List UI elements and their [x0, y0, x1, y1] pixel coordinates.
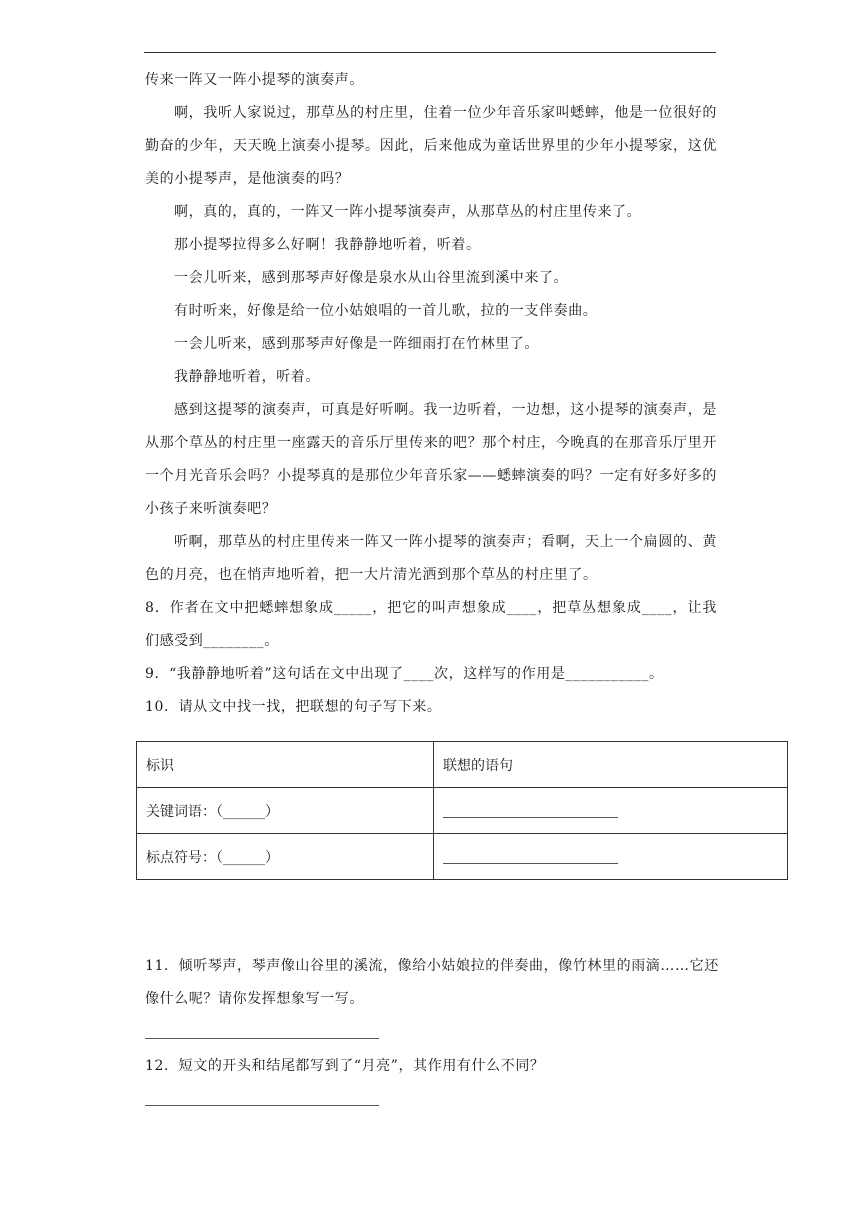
- answer-line[interactable]: [443, 803, 618, 818]
- table-header-row: [137, 742, 788, 788]
- passage-paragraph: 一会儿听来，感到那琴声好像是一阵细雨打在竹林里了。: [174, 336, 539, 352]
- answer-line[interactable]: [443, 849, 618, 864]
- passage-paragraph: 有时听来，好像是给一位小姑娘唱的一首儿歌，拉的一支伴奏曲。: [174, 303, 598, 319]
- table-row-label: 关键词语：（______）: [137, 788, 434, 834]
- passage-paragraph: 一会儿听来，感到那琴声好像是泉水从山谷里流到溪中来了。: [174, 270, 569, 286]
- passage-paragraph: 啊，真的，真的，一阵又一阵小提琴演奏声，从那草丛的村庄里传来了。: [174, 204, 642, 220]
- answer-line[interactable]: [145, 1105, 379, 1106]
- table-row: [137, 788, 788, 834]
- table-header-cell: 联想的语句: [434, 742, 788, 788]
- reading-passage: [145, 64, 717, 724]
- answer-cell[interactable]: [434, 788, 788, 834]
- passage-paragraph: 啊，我听人家说过，那草丛的村庄里，住着一位少年音乐家叫蟋蟀，他是一位很好的勤奋的少年，天天晚上演奏小提琴。因此，后来他成为童话世界里的少年小提琴家，这优美的小提琴声，是他演奏的吗？: [145, 105, 717, 187]
- passage-paragraph: 听啊，那草丛的村庄里传来一阵又一阵小提琴的演奏声；看啊，天上一个扁圆的、黄色的月亮，也在悄声地听着，把一大片清光洒到那个草丛的村庄里了。: [145, 534, 717, 583]
- table-row: [137, 834, 788, 880]
- header-rule: [144, 52, 716, 53]
- table-row-label: 标点符号：（______）: [137, 834, 434, 880]
- passage-paragraph: 我静静地听着，听着。: [174, 369, 320, 385]
- association-table: [136, 741, 788, 880]
- question-12: 12．短文的开头和结尾都写到了“月亮”，其作用有什么不同？: [145, 1058, 545, 1074]
- answer-cell[interactable]: [434, 834, 788, 880]
- answer-line[interactable]: [145, 1038, 379, 1039]
- question-10: 10．请从文中找一找，把联想的句子写下来。: [145, 699, 442, 715]
- passage-paragraph: 感到这提琴的演奏声，可真是好听啊。我一边听着，一边想，这小提琴的演奏声，是从那个草丛的村庄里一座露天的音乐厅里传来的吧？那个村庄，今晚真的在那音乐厅里开一个月光音乐会吗？小提琴真的是那位少年音乐家——蟋蟀演奏的吗？一定有好多好多的小孩子来听演奏吧？: [145, 402, 717, 517]
- table-header-cell: 标识: [137, 742, 434, 788]
- question-11: 11．倾听琴声，琴声像山谷里的溪流，像给小姑娘拉的伴奏曲，像竹林里的雨滴……它还像什么呢？请你发挥想象写一写。: [145, 958, 719, 1007]
- passage-paragraph: 传来一阵又一阵小提琴的演奏声。: [145, 72, 364, 88]
- question-8: 8．作者在文中把蟋蟀想象成_____，把它的叫声想象成____，把草丛想象成____，让我们感受到________。: [145, 600, 717, 649]
- question-9: 9．“我静静地听着”这句话在文中出现了____次，这样写的作用是___________。: [145, 666, 664, 682]
- passage-paragraph: 那小提琴拉得多么好啊！我静静地听着，听着。: [174, 237, 481, 253]
